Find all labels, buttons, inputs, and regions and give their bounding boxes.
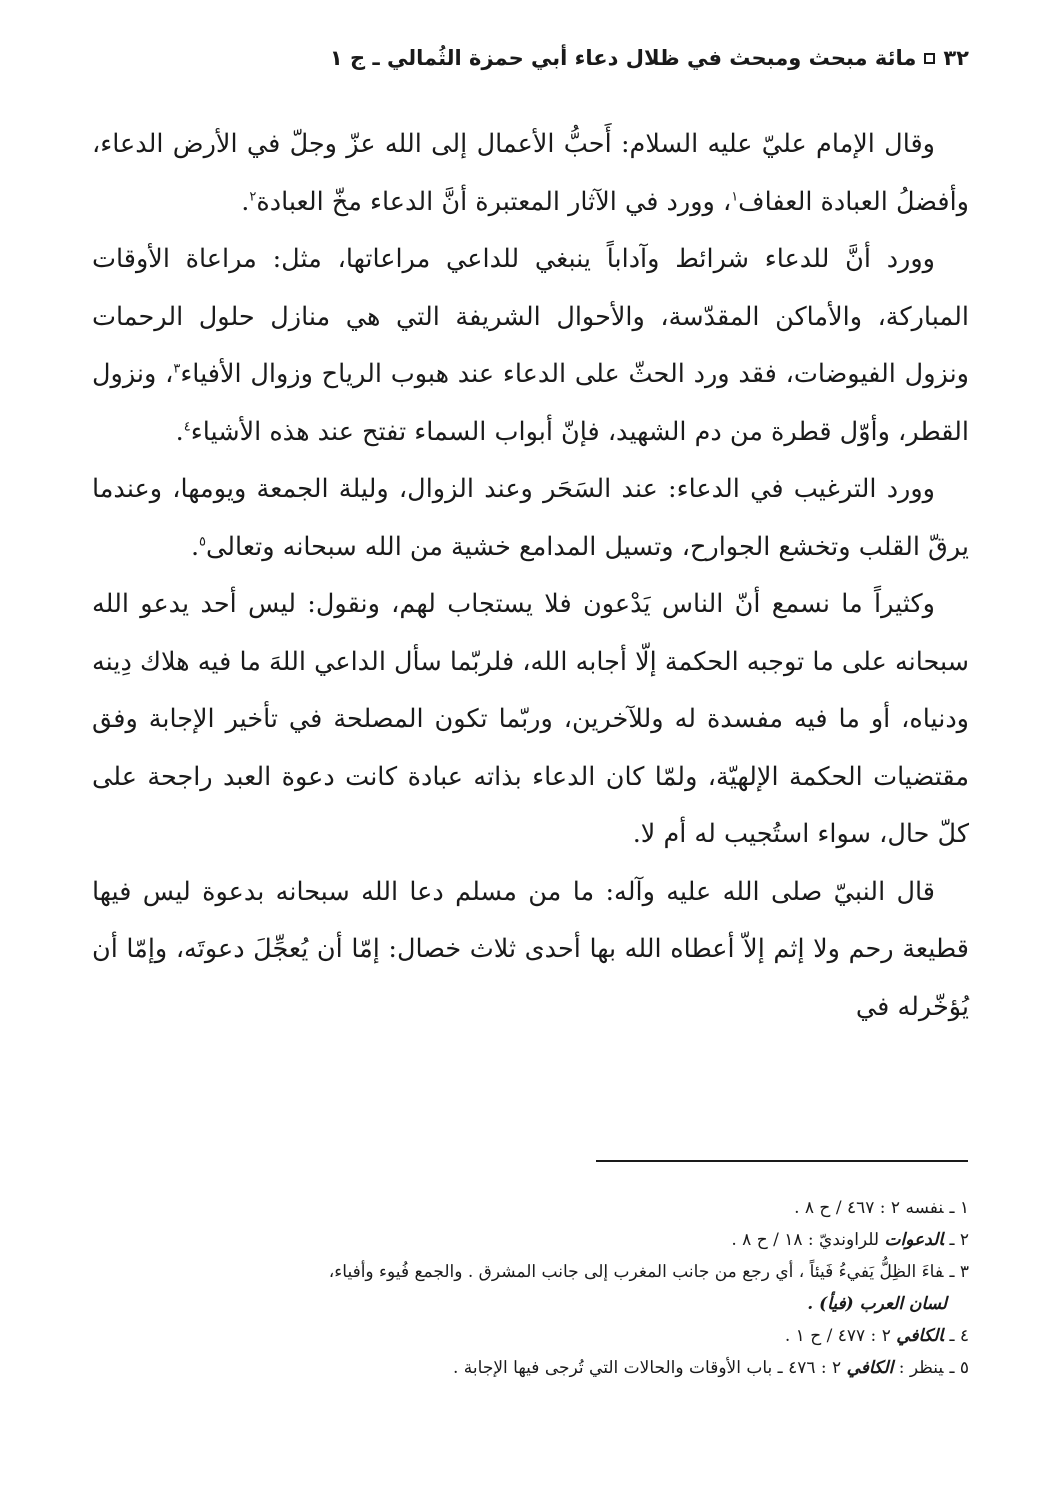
footnote-ref: ٥ (199, 534, 207, 549)
footnote-ref: ٤ (183, 419, 191, 434)
footnote: ٢ ـالدعوات للراونديّ : ١٨ / ح ٨ . (731, 1230, 969, 1250)
footnote-ref: ٣ (173, 361, 181, 377)
paragraph: وورد الترغيب في الدعاء: عند السَحَر وعند الزوال، وليلة الجمعة ويومها، وعندما يرقّ القلب وتخشع الجوارح، وتسيل المدامع خشية من الله سبحانه وتعالى$^٥$. (92, 474, 969, 562)
source-title: لسان العرب (فيأ) . (807, 1294, 947, 1314)
paragraph: قال النبيّ صلى الله عليه وآله: ما من مسلم دعا الله سبحانه بدعوة ليس فيها قطيعة رحم ولا إثم إلاّ أعطاه الله بها أحدى ثلاث خصال: إمّا أن يُعجِّلَ دعوتَه، وإمّا أن يُؤخّرله في (92, 876, 969, 1022)
book-title: مائة مبحث ومبحث في ظلال دعاء أبي حمزة الثُمالي ـ ج ١ (329, 46, 917, 70)
footnote-ref: ١ (731, 189, 739, 204)
page-number: ٣٢ (943, 46, 969, 70)
source-title: الكافي (896, 1326, 944, 1346)
paragraph: وورد أنَّ للدعاء شرائط وآداباً ينبغي للداعي مراعاتها، مثل: مراعاة الأوقات المباركة، والأماكن المقدّسة، والأحوال الشريفة التي هي منازل حلول الرحمات ونزول الفيوضات، فقد ورد الحثّ على الدعاء عند هبوب الرياح وزوال الأفياء$^٣$، ونزول القطر، وأوّل قطرة من دم الشهيد، فإنّ أبواب السماء تفتح عند هذه الأشياء$^٤$. (92, 244, 969, 447)
footnote: ٣ ـفاءَ الظِلُّ يَفيءُ فَيئاً ، أي رجع من جانب المغرب إلى جانب المشرق . والجمع فُيوء وأفياء، لسان العرب (فيأ) . (92, 1256, 969, 1320)
footnote: ٥ ـينظر : الكافي ٢ : ٤٧٦ ـ باب الأوقات والحالات التي تُرجى فيها الإجابة . (453, 1358, 969, 1378)
page (92, 40, 969, 1036)
body-text (92, 116, 969, 1036)
footnote: ١ ـنفسه ٢ : ٤٦٧ / ح ٨ . (794, 1198, 969, 1218)
square-bullet-icon (924, 53, 935, 64)
running-header (92, 40, 969, 76)
footnote-ref: ٢ (249, 189, 257, 204)
footnote-separator (596, 1160, 968, 1162)
source-title: الكافي (846, 1358, 894, 1378)
source-title: الدعوات (884, 1230, 944, 1250)
paragraph: وقال الإمام عليّ عليه السلام: أَحبُّ الأعمال إلى الله عزّ وجلّ في الأرض الدعاء، وأفضلُ العبادة العفاف$^١$، وورد في الآثار المعتبرة أنَّ الدعاء مخّ العبادة$^٢$. (92, 129, 969, 217)
paragraph: وكثيراً ما نسمع أنّ الناس يَدْعون فلا يستجاب لهم، ونقول: ليس أحد يدعو الله سبحانه على ما توجبه الحكمة إلّا أجابه الله، فلربّما سأل الداعي اللهَ ما فيه هلاك دِينه ودنياه، أو ما فيه مفسدة له وللآخرين، وربّما تكون المصلحة في تأخير الإجابة وفق مقتضيات الحكمة الإلهيّة، ولمّا كان الدعاء بذاته عبادة كانت دعوة العبد راجحة على كلّ حال، سواء استُجيب له أم لا. (92, 589, 969, 849)
footnotes (92, 1192, 969, 1384)
footnote: ٤ ـالكافي ٢ : ٤٧٧ / ح ١ . (784, 1326, 969, 1346)
